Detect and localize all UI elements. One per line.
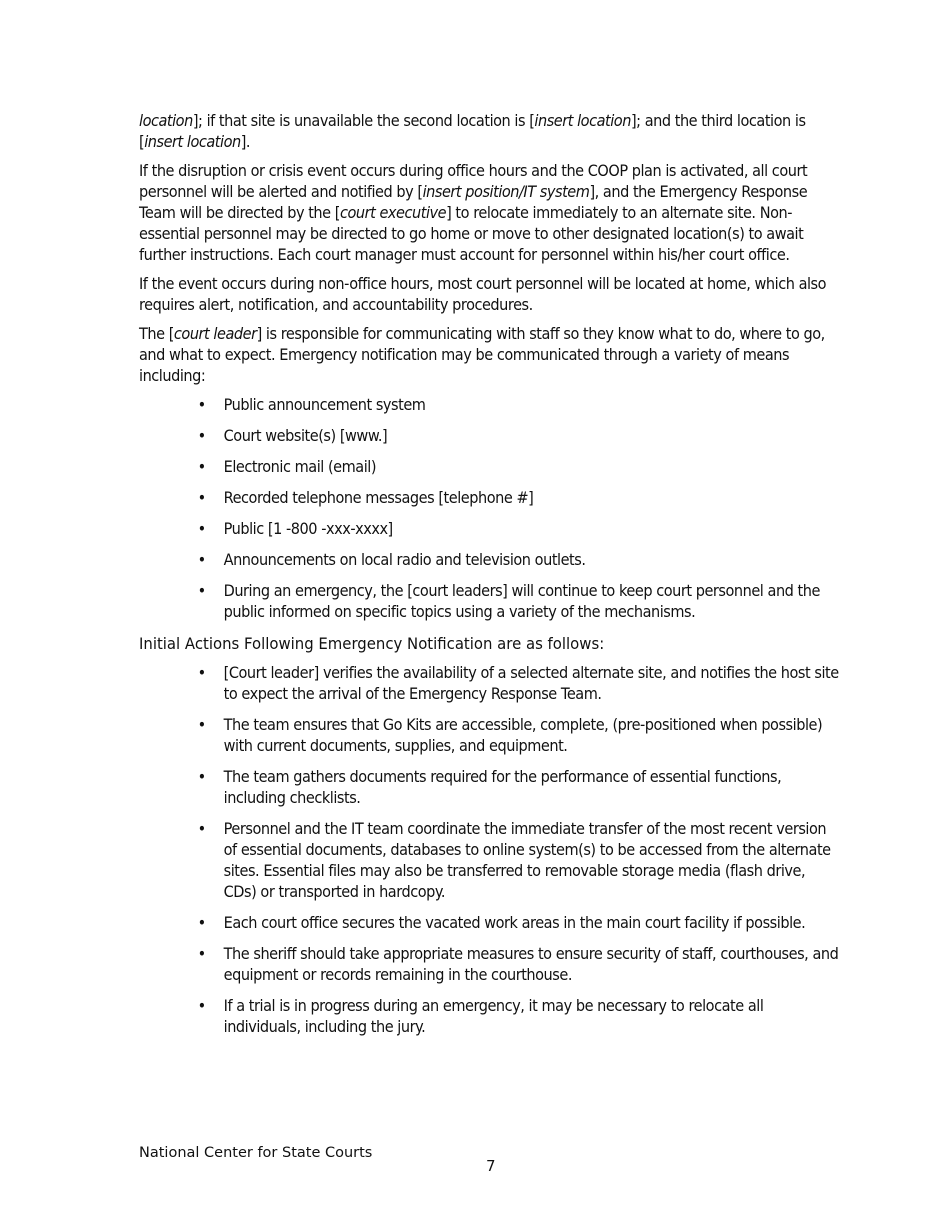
paragraph-non-office-hours: If the event occurs during non-office hours, most court personnel will be located at home, which also requires alert, notification, and accountability procedures. — [139, 275, 827, 314]
list-item: • Electronic mail (email) — [197, 458, 377, 476]
bullet-icon: • — [197, 520, 206, 538]
bullet-icon: • — [197, 551, 206, 569]
section-subheading: Initial Actions Following Emergency Notification are as follows: — [139, 634, 605, 653]
placeholder-court-executive: court executive — [339, 204, 447, 222]
list-item: • Public announcement system — [197, 396, 426, 414]
placeholder-insert-location: insert location — [534, 112, 631, 130]
list-item: • The sheriff should take appropriate measures to ensure security of staff, courthouses, and equipment or records remaining in the courthouse. — [197, 945, 839, 984]
list-item: • Court website(s) [www.] — [197, 427, 388, 445]
paragraph-court-leader: The [court leader] is responsible for communicating with staff so they know what to do, where to go, and what to expect. Emergency notification may be communicated through a variety of means including: — [139, 325, 825, 385]
paragraph-alternate-locations: location]; if that site is unavailable the second location is [insert location]; and the third location is [insert location]. — [139, 112, 806, 151]
bullet-icon: • — [197, 945, 206, 963]
page-number: 7 — [486, 1157, 496, 1175]
document-body — [139, 111, 839, 1048]
bullet-icon: • — [197, 914, 206, 932]
initial-actions-list — [139, 663, 839, 1038]
bullet-icon: • — [197, 820, 206, 838]
list-item: • Personnel and the IT team coordinate the immediate transfer of the most recent version of essential documents, databases to online system(s) to be accessed from the alternate sites. Essential files may also be transferred to removable storage media (flash drive, CDs) or transported in hardcopy. — [197, 820, 831, 901]
list-item: • The team ensures that Go Kits are accessible, complete, (pre-positioned when possible) with current documents, supplies, and equipment. — [197, 716, 823, 755]
list-item: • Announcements on local radio and television outlets. — [197, 551, 586, 569]
placeholder-insert-position: insert position/IT system — [422, 183, 590, 201]
list-item: • Recorded telephone messages [telephone #] — [197, 489, 534, 507]
bullet-icon: • — [197, 489, 206, 507]
bullet-icon: • — [197, 582, 206, 600]
placeholder-location: location — [139, 112, 193, 130]
list-item: • Each court office secures the vacated work areas in the main court facility if possible. — [197, 914, 806, 932]
bullet-icon: • — [197, 716, 206, 734]
bullet-icon: • — [197, 427, 206, 445]
bullet-icon: • — [197, 396, 206, 414]
paragraph-office-hours: If the disruption or crisis event occurs during office hours and the COOP plan is activated, all court personnel will be alerted and notified by [insert position/IT system], and the Emergency Response Team will be directed by the [court executive] to relocate immediately to an alternate site. Non-essential personnel may be directed to go home or move to other designated location(s) to await further instructions. Each court manager must account for personnel within his/her court office. — [139, 162, 808, 264]
list-item: • If a trial is in progress during an emergency, it may be necessary to relocate all individuals, including the jury. — [197, 997, 764, 1036]
footer-organization: National Center for State Courts — [139, 1145, 373, 1161]
notification-means-list — [139, 395, 839, 623]
bullet-icon: • — [197, 458, 206, 476]
placeholder-insert-location: insert location — [144, 133, 241, 151]
list-item: • [Court leader] verifies the availability of a selected alternate site, and notifies the host site to expect the arrival of the Emergency Response Team. — [197, 664, 839, 703]
list-item: • During an emergency, the [court leaders] will continue to keep court personnel and the public informed on specific topics using a variety of the mechanisms. — [197, 582, 820, 621]
bullet-icon: • — [197, 664, 206, 682]
bullet-icon: • — [197, 768, 206, 786]
bullet-icon: • — [197, 997, 206, 1015]
placeholder-court-leader: court leader — [173, 325, 257, 343]
list-item: • The team gathers documents required for the performance of essential functions, including checklists. — [197, 768, 782, 807]
list-item: • Public [1 -800 -xxx-xxxx] — [197, 520, 393, 538]
